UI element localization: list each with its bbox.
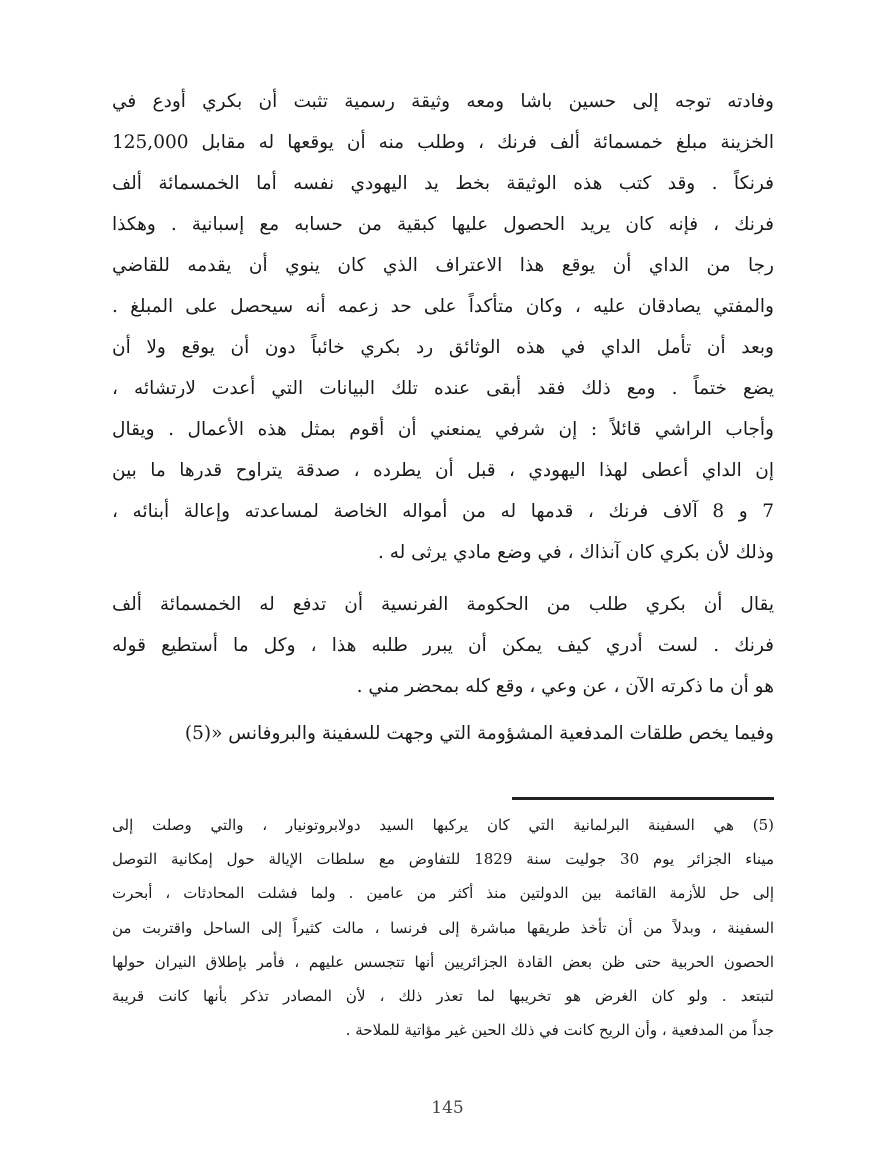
text-line: وبعد أن تأمل الداي في هذه الوثائق رد بكري خائباً دون أن يوقع ولا أن xyxy=(112,337,774,358)
text-line: فرنكاً . وقد كتب هذه الوثيقة بخط يد اليهودي نفسه أما الخمسمائة ألف xyxy=(112,173,774,194)
text-line: هو أن ما ذكرته الآن ، عن وعي ، وقع كله بمحضر مني . xyxy=(356,676,774,697)
text-line: فرنك . لست أدري كيف يمكن أن يبرر طلبه هذا ، وكل ما أستطيع قوله xyxy=(112,635,774,656)
paragraph-2 xyxy=(112,584,774,707)
footnote-separator xyxy=(512,797,774,800)
footnote-line: جداً من المدفعية ، وأن الريح كانت في ذلك الحين غير مؤاتية للملاحة . xyxy=(345,1021,774,1040)
text-line: رجا من الداي أن يوقع هذا الاعتراف الذي كان ينوي أن يقدمه للقاضي xyxy=(112,255,774,276)
text-line: والمفتي يصادقان عليه ، وكان متأكداً على حد زعمه أنه سيحصل على المبلغ . xyxy=(112,296,774,317)
text-line: إن الداي أعطى لهذا اليهودي ، قبل أن يطرده ، صدقة يتراوح قدرها ما بين xyxy=(112,460,774,481)
page-number: 145 xyxy=(431,1098,464,1118)
paragraph-3 xyxy=(112,713,774,754)
text-line: وأجاب الراشي قائلاً : إن شرفي يمنعني أن أقوم بمثل هذه الأعمال . ويقال xyxy=(112,419,774,440)
text-line: 7 و 8 آلاف فرنك ، قدمها له من أمواله الخاصة لمساعدته وإعالة أبنائه ، xyxy=(112,501,774,522)
paragraph-1 xyxy=(112,81,774,573)
footnote-line: ميناء الجزائر يوم 30 جوليت سنة 1829 للتفاوض مع سلطات الإيالة حول إمكانية التوصل xyxy=(112,850,774,869)
text-line: وذلك لأن بكري كان آنذاك ، في وضع مادي يرثى له . xyxy=(377,542,774,563)
text-line: يضع ختماً . ومع ذلك فقد أبقى عنده تلك البيانات التي أعدت لارتشائه ، xyxy=(112,378,774,399)
footnote-line: السفينة ، وبدلاً من أن تأخذ طريقها مباشرة إلى فرنسا ، مالت كثيراً إلى الساحل واقتربت من xyxy=(112,918,774,937)
text-line: فرنك ، فإنه كان يريد الحصول عليها كبقية من حسابه مع إسبانية . وهكذا xyxy=(112,214,774,235)
footnote-line: لتبتعد . ولو كان الغرض هو تخريبها لما تعذر ذلك ، لأن المصادر تذكر بأنها كانت قريبة xyxy=(112,986,774,1005)
footnote-line: (5) هي السفينة البرلمانية التي كان يركبها السيد دولابروتونيار ، والتي وصلت إلى xyxy=(112,816,774,834)
text-line: الخزينة مبلغ خمسمائة ألف فرنك ، وطلب منه أن يوقعها له مقابل 125,000 xyxy=(112,132,774,153)
text-line: يقال أن بكري طلب من الحكومة الفرنسية أن تدفع له الخمسمائة ألف xyxy=(112,594,774,615)
text-line: وفيما يخص طلقات المدفعية المشؤومة التي وجهت للسفينة والبروفانس «(5) xyxy=(184,723,774,744)
footnote xyxy=(112,808,774,1047)
footnote-line: إلى حل للأزمة القائمة بين الدولتين منذ أكثر من عامين . ولما فشلت المحادثات ، أبحرت xyxy=(112,884,774,903)
text-line: وفادته توجه إلى حسين باشا ومعه وثيقة رسمية تثبت أن بكري أودع في xyxy=(112,91,774,112)
footnote-line: الحصون الحربية حتى ظن بعض القادة الجزائريين أنها تتجسس عليهم ، فأمر بإطلاق النيران حولها xyxy=(112,952,774,971)
